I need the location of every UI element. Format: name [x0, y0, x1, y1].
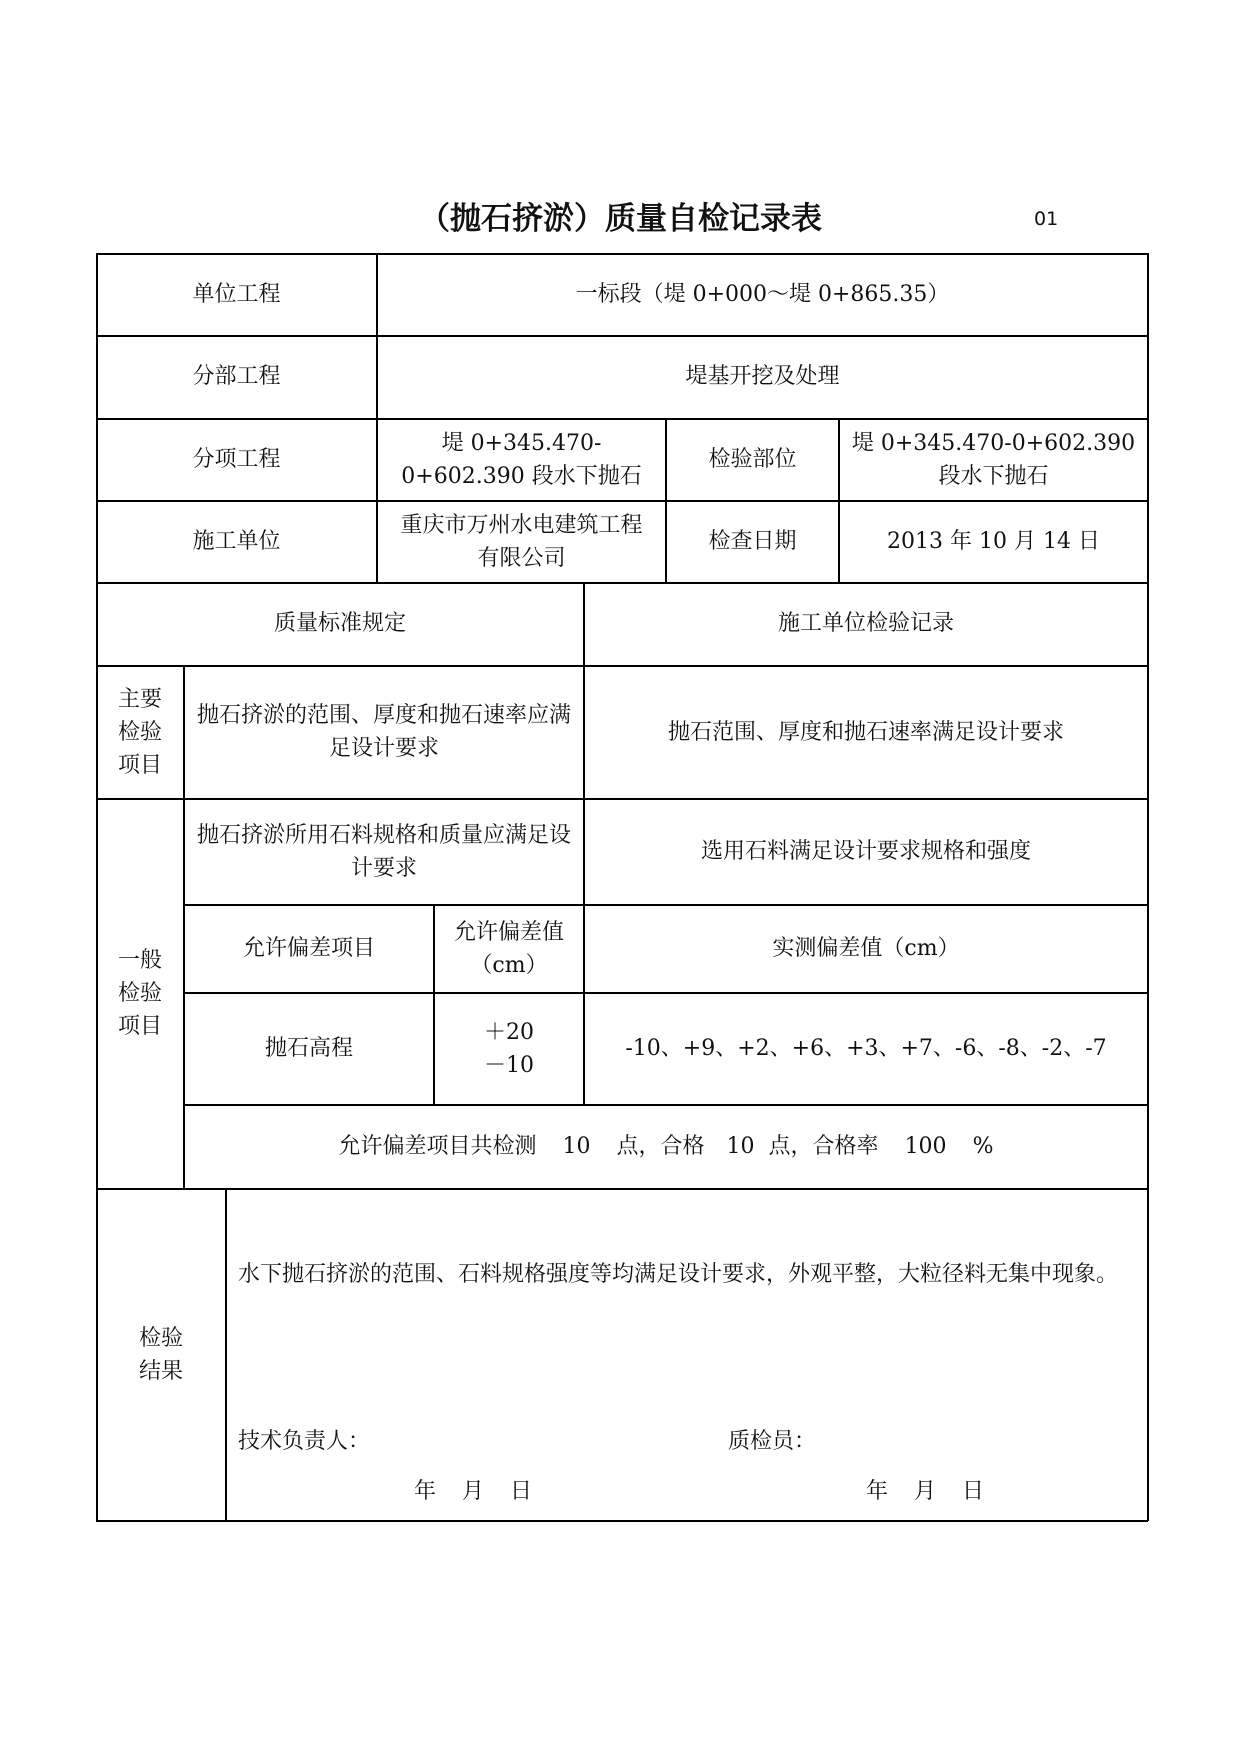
inspect-part-value: 堤 0+345.470-0+602.390 段水下抛石: [851, 430, 1136, 489]
measured-header: 实测偏差值（cm）: [772, 936, 960, 961]
unit-project-label: 单位工程: [192, 282, 281, 307]
deviation-summary: [184, 1104, 1148, 1189]
summary-unit: %: [972, 1134, 994, 1159]
inspector-label: 质检员：: [728, 1429, 817, 1454]
result-label: 检验结果: [138, 1325, 183, 1384]
main-item-record: 抛石范围、厚度和抛石速率满足设计要求: [667, 719, 1064, 745]
deviation-lower: －10: [484, 1052, 534, 1078]
measured-values: -10、+9、+2、+6、+3、+7、-6、-8、-2、-7: [625, 1036, 1107, 1061]
main-item-label: 主要检验项目: [117, 686, 162, 778]
summary-checked-count: 10: [562, 1134, 591, 1159]
summary-mid1: 点，合格: [616, 1134, 705, 1159]
contractor-label: 施工单位: [192, 529, 281, 554]
inspect-part-label: 检验部位: [708, 447, 797, 472]
general-item-standard: 抛石挤淤所用石料规格和质量应满足设计要求: [196, 822, 571, 881]
deviation-item: 抛石高程: [264, 1036, 353, 1061]
division-project-value: 堤基开挖及处理: [685, 364, 840, 389]
check-date-value: 2013 年 10 月 14 日: [887, 529, 1100, 554]
item-project-value: 堤 0+345.470-0+602.390 段水下抛石: [401, 430, 642, 489]
check-date-label: 检查日期: [708, 529, 797, 554]
tech-lead-label: 技术负责人：: [238, 1429, 371, 1454]
deviation-value-header: 允许偏差值（cm）: [453, 919, 564, 978]
item-project-label: 分项工程: [192, 447, 281, 472]
summary-mid2: 点，合格率: [768, 1134, 879, 1159]
summary-prefix: 允许偏差项目共检测: [338, 1134, 537, 1159]
general-item-record: 选用石料满足设计要求规格和强度: [700, 839, 1031, 864]
deviation-upper: ＋20: [484, 1019, 534, 1045]
summary-passed-count: 10: [726, 1134, 755, 1159]
division-project-label: 分部工程: [192, 364, 281, 389]
page-title: （抛石挤淤）质量自检记录表: [419, 201, 822, 237]
deviation-item-header: 允许偏差项目: [242, 936, 375, 961]
contractor-value: 重庆市万州水电建筑工程有限公司: [400, 512, 643, 571]
summary-rate: 100: [904, 1134, 947, 1159]
records-header: 施工单位检验记录: [777, 611, 954, 636]
inspector-date: 年 月 日: [866, 1479, 987, 1504]
standards-header: 质量标准规定: [273, 611, 406, 636]
tech-lead-date: 年 月 日: [414, 1479, 535, 1504]
deviation-tolerance: [434, 992, 584, 1105]
main-item-standard: 抛石挤淤的范围、厚度和抛石速率应满足设计要求: [196, 703, 571, 761]
general-item-label: 一般检验项目: [117, 948, 162, 1039]
result-text: 水下抛石挤淤的范围、石料规格强度等均满足设计要求，外观平整，大粒径料无集中现象。: [238, 1262, 1119, 1287]
form-number: 01: [1034, 208, 1059, 230]
unit-project-value: 一标段（堤 0+000～堤 0+865.35）: [575, 282, 950, 307]
